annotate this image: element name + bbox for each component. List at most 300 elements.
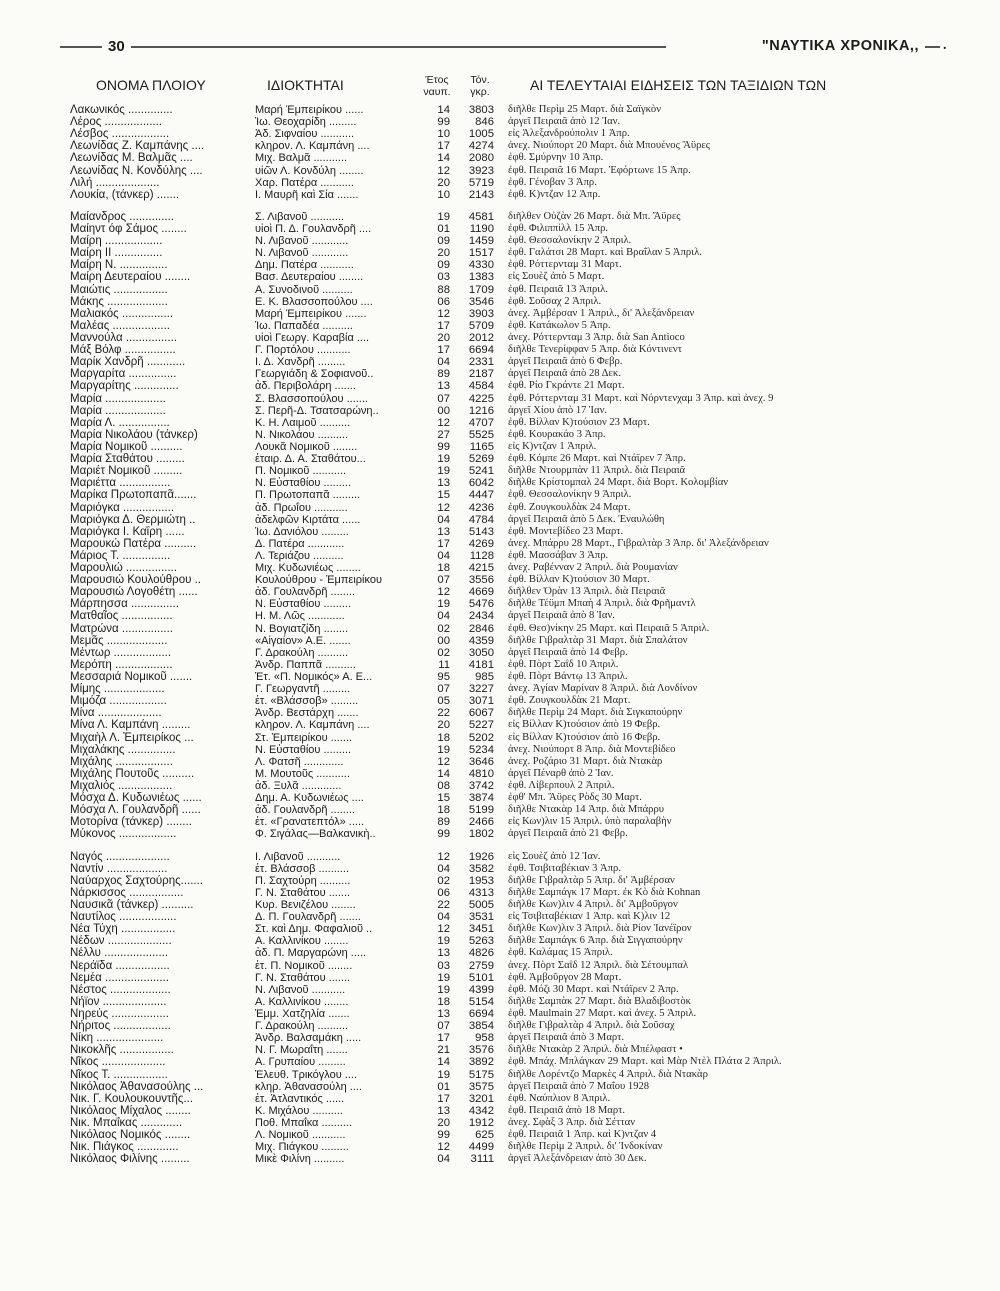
- ship-year-built: 04: [437, 549, 450, 562]
- ship-name: Ναυσικᾶ (τάνκερ) ..........: [70, 899, 194, 911]
- ship-gross-tons: 5269: [468, 453, 494, 466]
- journal-title: "ΝΑΥΤΙΚΑ ΧΡΟΝΙΚΑ,,: [756, 38, 925, 54]
- ship-latest-news: διῆλθε Περὶμ 2 Ἀπριλ. δι' Ἰνδοκίναν: [508, 1141, 663, 1153]
- ship-gross-tons: 2080: [468, 152, 494, 165]
- ship-latest-news: ἀνεχ. Νιούπορτ 8 Ἀπρ. διὰ Μοντεβίδεο: [508, 743, 676, 755]
- ship-latest-news: διῆλθε Ντακὰρ 14 Ἀπρ. διὰ Μπάρρυ: [508, 804, 664, 816]
- ship-owner: Ποθ. Μπαΐκα ..........: [255, 1116, 353, 1129]
- table-row: [0, 320, 1000, 332]
- ship-name: Μάριος Τ. ...............: [70, 549, 171, 562]
- ship-gross-tons: 3201: [468, 1092, 494, 1105]
- ship-owner: υἱοὶ Π. Δ. Γουλανδρῆ ....: [255, 222, 372, 235]
- ship-year-built: 19: [437, 210, 450, 223]
- ship-owner: Δημ. Πατέρα ...........: [255, 259, 354, 272]
- ship-year-built: 17: [437, 1032, 450, 1045]
- ship-owner: Σ. Βλασσοπούλου .......: [255, 392, 368, 405]
- ship-latest-news: ἀνεχ. Πὸρτ Σαῒδ 12 Ἀπριλ. διὰ Σέτουμπαλ: [508, 959, 689, 971]
- ship-owner: ἀδ. Περιβολάρη .......: [255, 380, 356, 393]
- ship-name: Νικόλαος Νομικός ........: [70, 1129, 191, 1142]
- ship-name: Ναύαρχος Σαχτούρης.......: [70, 874, 203, 887]
- table-row: [0, 1008, 1000, 1020]
- table-row: [0, 659, 1000, 671]
- ship-owner: κληρον. Λ. Καμπάνη ....: [255, 719, 370, 732]
- ship-name: Μαρία Νομικοῦ ..........: [70, 440, 183, 453]
- ship-year-built: 17: [437, 319, 450, 332]
- table-row: [0, 284, 1000, 296]
- ship-year-built: 02: [437, 622, 450, 635]
- ship-owner: ἐτ. Βλάσσοβ ..........: [255, 862, 350, 875]
- ship-name: Νικόλαος Ἀθανασούλης ...: [70, 1080, 204, 1093]
- ship-latest-news: ἐφθ. Ζουγκουλδὰκ 24 Μαρτ.: [508, 501, 631, 513]
- table-row: [0, 707, 1000, 719]
- ship-gross-tons: 3575: [468, 1080, 494, 1093]
- table-row: [0, 671, 1000, 683]
- ship-gross-tons: 3531: [468, 911, 494, 924]
- ship-year-built: 04: [437, 610, 450, 623]
- ship-name: Μαριόγκα ................: [70, 501, 175, 514]
- ship-year-built: 06: [437, 886, 450, 899]
- ship-name: Νῖκος Τ. .................: [70, 1068, 168, 1081]
- table-row: [0, 875, 1000, 887]
- ship-name: Νικ. Πιάγκος .............: [70, 1141, 179, 1154]
- ship-gross-tons: 4236: [468, 501, 494, 514]
- ship-owner: Χαρ. Πατέρα ...........: [255, 176, 354, 189]
- ship-latest-news: εἰς Ἀλεξανδρούπολιν 1 Ἀπρ.: [508, 128, 630, 140]
- table-row: [0, 972, 1000, 984]
- ship-year-built: 17: [437, 344, 450, 357]
- running-header: [60, 38, 945, 62]
- ship-latest-news: ἐφθ. Φιλιππὶλλ 15 Ἀπρ.: [508, 222, 609, 234]
- ship-gross-tons: 2434: [468, 610, 494, 623]
- ship-year-built: 14: [437, 767, 450, 780]
- ship-latest-news: διῆλθε Περὶμ 25 Μαρτ. διὰ Σαϊγκὸν: [508, 104, 662, 115]
- ship-owner: υἱοὶ Γεωργ. Καραβία ....: [255, 331, 370, 344]
- ship-owner: Δ. Π. Γουλανδρῆ .......: [255, 911, 361, 924]
- ship-owner: Στ. Ἐμπειρίκου .......: [255, 731, 353, 744]
- table-row: [0, 562, 1000, 574]
- ship-gross-tons: 1216: [468, 404, 494, 417]
- table-row: [0, 259, 1000, 271]
- ship-owner: Ν. Λιβανοῦ ............: [255, 235, 349, 248]
- ship-latest-news: ἀργεῖ Πειραιᾶ ἀπὸ 3 Μαρτ.: [508, 1032, 625, 1044]
- ship-name: Μαριέττα ................: [70, 477, 171, 490]
- ship-name: Νῖκος ....................: [70, 1056, 166, 1069]
- ship-gross-tons: 4274: [468, 140, 494, 153]
- table-row: [0, 550, 1000, 562]
- ship-name: Λεωνίδας Ν. Κονδύλης ....: [70, 164, 203, 177]
- ship-gross-tons: 6694: [468, 344, 494, 357]
- ship-owner: Δημ. Α. Κυδωνιέως ....: [255, 792, 364, 805]
- ship-gross-tons: 4810: [468, 767, 494, 780]
- ship-latest-news: ἀργεῖ Πειραιᾶ ἀπὸ 7 Μαΐου 1928: [508, 1080, 650, 1092]
- ship-year-built: 14: [437, 104, 450, 116]
- ship-name: Νέα Τύχη .................: [70, 923, 176, 936]
- ship-year-built: 17: [437, 1092, 450, 1105]
- ship-gross-tons: 1709: [468, 283, 494, 296]
- ship-group-2: [0, 211, 1000, 841]
- ship-name: Μαριόγκα Δ. Θερμιώτη ..: [70, 513, 196, 526]
- ship-gross-tons: 4399: [468, 983, 494, 996]
- ship-year-built: 11: [438, 658, 450, 671]
- ship-name: Ματθαῖος ................: [70, 610, 173, 623]
- ship-gross-tons: 3227: [468, 683, 494, 696]
- ship-latest-news: ἐφθ. Καλάμας 15 Ἀπριλ.: [508, 947, 613, 959]
- ship-gross-tons: 5202: [468, 731, 494, 744]
- table-row: [0, 768, 1000, 780]
- ship-gross-tons: 5143: [468, 525, 494, 538]
- table-row: [0, 344, 1000, 356]
- ship-year-built: 14: [437, 152, 450, 165]
- ship-owner: Γεωργιάδη & Σοφιανοῦ..: [255, 368, 374, 381]
- ship-owner: κληρον. Λ. Καμπάνη ....: [255, 140, 370, 153]
- ship-owner: Λ. Φατσῆ .............: [255, 755, 344, 768]
- ship-owner: ἑτ. «Βλάσσοβ» .........: [255, 695, 359, 708]
- ship-year-built: 01: [437, 1080, 450, 1093]
- ship-owner: ἀδ. Π. Μαργαρώνη .....: [255, 947, 367, 960]
- ship-owner: Ἰω. Παπαδέα ..........: [255, 319, 353, 332]
- ship-year-built: 02: [437, 874, 450, 887]
- ship-gross-tons: 6042: [468, 477, 494, 490]
- ship-gross-tons: 1190: [469, 222, 494, 235]
- table-row: [0, 828, 1000, 840]
- ship-latest-news: ἀργεῖ Πέναρθ ἀπὸ 2 Ἰαν.: [508, 767, 614, 779]
- ship-owner: κληρ. Ἀθανασούλη ....: [255, 1080, 362, 1093]
- ship-name: Μιχάλης ..................: [70, 755, 173, 768]
- ship-owner: ἐτ. Ἀτλαντικός ......: [255, 1092, 345, 1105]
- ship-year-built: 03: [437, 271, 450, 284]
- ship-gross-tons: 3556: [468, 574, 494, 587]
- ship-owner: ἀδ. Γουλανδρῆ ........: [255, 586, 355, 599]
- ship-latest-news: διῆλθε Τενερίφφαν 5 Ἀπρ. διὰ Κόντινεντ: [508, 344, 682, 356]
- ship-owner: Γ. Δρακούλη ..........: [255, 646, 349, 659]
- table-row: [0, 1153, 1000, 1165]
- ship-name: Μιχαὴλ Λ. Ἐμπειρίκος ...: [70, 731, 194, 744]
- ship-latest-news: διῆλθε Σαμπάγκ 17 Μαρτ. ἐκ Κὸ διὰ Kohnan: [508, 886, 701, 898]
- ship-group-3: [0, 851, 1000, 1166]
- ship-latest-news: ἐφθ. Μπάχ. Μπλάγκαν 29 Μαρτ. καὶ Μὰρ Ντὲλ Πλάτα 2 Ἀπριλ.: [508, 1056, 782, 1068]
- ship-owner: Ἀνδρ. Βαλσαμάκη .....: [255, 1032, 362, 1045]
- ship-name: Μερόπη ..................: [70, 658, 173, 671]
- ship-gross-tons: 1517: [468, 247, 494, 260]
- ship-gross-tons: 5241: [468, 465, 494, 478]
- table-row: [0, 683, 1000, 695]
- ship-gross-tons: 3546: [468, 295, 494, 308]
- ship-year-built: 15: [437, 792, 450, 805]
- table-row: [0, 1020, 1000, 1032]
- ship-name: Μαλιακός ................: [70, 307, 174, 320]
- ship-owner: Π. Πρωτοπαπᾶ .........: [255, 489, 361, 502]
- table-row: [0, 1105, 1000, 1117]
- ship-gross-tons: 2331: [468, 356, 494, 369]
- table-row: [0, 744, 1000, 756]
- ship-year-built: 18: [437, 804, 450, 817]
- ship-latest-news: ἐφθ. Ἀμβοῦργον 28 Μαρτ.: [508, 971, 622, 983]
- ship-name: Μαλέας ..................: [70, 319, 171, 332]
- ship-name: Μαρίκα Πρωτοπαπᾶ.......: [70, 489, 197, 502]
- table-row: [0, 695, 1000, 707]
- table-row: [0, 417, 1000, 429]
- ship-latest-news: ἀργεῖ Χίου ἀπὸ 17 Ἰαν.: [508, 404, 608, 416]
- ship-latest-news: ἐφθ. Πειραιᾶ 1 Ἀπρ. καὶ Κ)ντζαν 4: [508, 1129, 657, 1141]
- ship-year-built: 13: [437, 380, 450, 393]
- ship-year-built: 07: [437, 1020, 450, 1033]
- ship-latest-news: ἀργεῖ Πειραιᾶ ἀπὸ 12 Ἰαν.: [508, 116, 621, 128]
- ship-year-built: 19: [437, 935, 450, 948]
- ship-gross-tons: 1802: [468, 828, 494, 841]
- ship-latest-news: ἐφθ' Μπ. Ἄϋρες Ρὸδς 30 Μαρτ.: [508, 792, 642, 804]
- ship-latest-news: διῆλθεν Οὐζὰν 26 Μαρτ. διὰ Μπ. Ἄϋρες: [508, 210, 681, 222]
- ship-owner: ἑτ. «Γρανατεπτόλ» .....: [255, 816, 365, 829]
- ship-gross-tons: 1005: [468, 128, 494, 141]
- ship-year-built: 12: [437, 164, 450, 177]
- table-row: [0, 623, 1000, 635]
- ship-gross-tons: 1926: [468, 850, 494, 863]
- table-row: [0, 863, 1000, 875]
- table-row: [0, 177, 1000, 189]
- ship-owner: Γ. Δρακούλη ..........: [255, 1020, 349, 1033]
- ship-owner: ἀδ. Γουλανδρῆ ........: [255, 804, 355, 817]
- table-row: [0, 296, 1000, 308]
- ship-name: Μιχαλάκης ...............: [70, 743, 176, 756]
- table-row: [0, 393, 1000, 405]
- ship-owner: Ι. Δ. Χανδρῆ .........: [255, 356, 346, 369]
- ship-gross-tons: 4784: [468, 513, 494, 526]
- ship-year-built: 07: [437, 683, 450, 696]
- ship-name: Μαρουλιώ ................: [70, 562, 178, 575]
- ship-year-built: 06: [437, 295, 450, 308]
- ship-gross-tons: 5199: [468, 804, 494, 817]
- ship-registry-table: [0, 104, 1000, 1175]
- table-row: [0, 247, 1000, 259]
- ship-owner: Ε. Κ. Βλασσοπούλου ....: [255, 295, 373, 308]
- ship-name: Μοτορίνα (τάνκερ) ........: [70, 816, 192, 829]
- ship-name: Μαίηντ όφ Σάμος ........: [70, 222, 187, 235]
- ship-name: Μέντωρ ..................: [70, 646, 172, 659]
- ship-year-built: 89: [437, 816, 450, 829]
- ship-gross-tons: 2012: [468, 331, 494, 344]
- ship-gross-tons: 5154: [468, 995, 494, 1008]
- ship-gross-tons: 1953: [468, 874, 494, 887]
- ship-latest-news: διῆλθεν Ὀρὰν 13 Ἀπριλ. διὰ Πειραιᾶ: [508, 586, 666, 598]
- ship-owner: Ν. Γ. Μωραΐτη .......: [255, 1044, 348, 1057]
- ship-name: Νικόλαος Μίχαλος ........: [70, 1104, 191, 1117]
- ship-owner: Μιχ. Βαλμᾶ ...........: [255, 152, 348, 165]
- ship-year-built: 17: [437, 140, 450, 153]
- header-ship-name: ΟΝΟΜΑ ΠΛΟΙΟΥ: [96, 77, 206, 93]
- ship-latest-news: ἐφθ. Πὸρτ Σαῒδ 10 Ἀπριλ.: [508, 658, 619, 670]
- ship-name: Μίμης ...................: [70, 683, 165, 696]
- ship-latest-news: ἐφθ. Πειραιᾶ 13 Ἀπριλ.: [508, 283, 608, 295]
- table-row: [0, 756, 1000, 768]
- ship-owner: Ν. Βογιατζίδη ........: [255, 622, 349, 635]
- table-row: [0, 429, 1000, 441]
- ship-latest-news: διῆλθε Γιβραλτὰρ 31 Μαρτ. διὰ Σπαλάτον: [508, 634, 688, 646]
- ship-name: Νάρκισσος .................: [70, 886, 184, 899]
- ship-gross-tons: 4826: [468, 947, 494, 960]
- ship-name: Μίνα ....................: [70, 707, 162, 720]
- table-row: [0, 960, 1000, 972]
- ship-latest-news: ἀνεχ. Ροζάριο 31 Μαρτ. διὰ Ντακὰρ: [508, 755, 663, 767]
- ship-name: Νικ. Γ. Κουλουκουντῆς...: [70, 1092, 194, 1105]
- ship-owner: Ἐμμ. Χατζηλία .......: [255, 1007, 350, 1020]
- table-row: [0, 899, 1000, 911]
- ship-year-built: 95: [437, 671, 450, 684]
- ship-year-built: 00: [437, 634, 450, 647]
- ship-latest-news: ἀνεχ. Ἁγίαν Μαρίναν 8 Ἀπριλ. διὰ Λονδίνον: [508, 683, 698, 695]
- ship-name: Νέλλυ ....................: [70, 947, 169, 960]
- ship-owner: Ν. Λιβανοῦ ............: [255, 247, 349, 260]
- table-row: [0, 235, 1000, 247]
- ship-gross-tons: 4581: [468, 210, 494, 223]
- ship-gross-tons: 5476: [468, 598, 494, 611]
- ship-year-built: 09: [437, 259, 450, 272]
- ship-owner: ἐτ. Π. Νομικοῦ ........: [255, 959, 353, 972]
- ship-year-built: 22: [437, 899, 450, 911]
- ship-latest-news: ἐφθ. Πειραιᾶ 16 Μαρτ. Ἐφόρτωνε 15 Ἀπρ.: [508, 164, 691, 176]
- ship-name: Νήϊον ....................: [70, 995, 167, 1008]
- ship-latest-news: διῆλθε Κων)λιν 3 Ἀπριλ. διὰ Ρίον Ἰανέϊρον: [508, 923, 692, 935]
- ship-gross-tons: 2187: [468, 368, 494, 381]
- table-row: [0, 780, 1000, 792]
- ship-latest-news: ἐφθ. Ναύπλιον 8 Ἀπριλ.: [508, 1092, 611, 1104]
- column-headers: [0, 74, 1000, 102]
- ship-year-built: 20: [437, 1116, 450, 1129]
- ship-latest-news: ἀργεῖ Πειραιᾶ ἀπὸ 28 Δεκ.: [508, 368, 621, 380]
- ship-latest-news: ἐφθ. Maulmain 27 Μαρτ. καὶ ἀνεχ. 5 Ἀπριλ.: [508, 1007, 697, 1019]
- ship-year-built: 05: [437, 695, 450, 708]
- header-year-built: Έτος ναυπ.: [423, 74, 451, 98]
- ship-name: Νηρεύς ..................: [70, 1007, 169, 1020]
- ship-owner: Βασ. Δευτεραίου ........: [255, 271, 364, 284]
- ship-latest-news: ἀνεχ. Σφὰξ 3 Ἀπρ. διὰ Σέτταν: [508, 1116, 636, 1128]
- ship-name: Μαριόγκα Ι. Καΐρη ......: [70, 525, 185, 538]
- table-row: [0, 271, 1000, 283]
- ship-latest-news: ἀνεχ. Μπάρρυ 28 Μαρτ., Γιβραλτὰρ 3 Ἀπρ. δι' Ἀλεξάνδρειαν: [508, 537, 769, 549]
- ship-gross-tons: 4499: [468, 1141, 494, 1154]
- ship-year-built: 19: [437, 1068, 450, 1081]
- ship-owner: Ἐλευθ. Τρικόγλου ....: [255, 1068, 358, 1081]
- table-row: [0, 1032, 1000, 1044]
- ship-owner: Ἰω. Δανιόλου .........: [255, 525, 349, 538]
- ship-latest-news: ἀργεῖ Πειραιᾶ ἀπὸ 5 Δεκ. Ἐναυλώθη: [508, 513, 665, 525]
- ship-owner: Κουλούθρου - Ἐμπειρίκου: [255, 574, 382, 587]
- ship-owner: Α. Γρυπαίου .........: [255, 1056, 346, 1069]
- ship-latest-news: ἐφθ. Κατάκωλον 5 Ἀπρ.: [508, 319, 611, 331]
- ship-year-built: 00: [437, 404, 450, 417]
- ship-year-built: 19: [437, 453, 450, 466]
- ship-year-built: 03: [437, 959, 450, 972]
- ship-year-built: 12: [437, 307, 450, 320]
- table-row: [0, 610, 1000, 622]
- table-row: [0, 1044, 1000, 1056]
- ship-latest-news: ἐφθ. Γένοβαν 3 Ἀπρ.: [508, 176, 597, 188]
- ship-latest-news: ἐφθ. Θεσσαλονίκην 2 Ἀπριλ.: [508, 235, 632, 247]
- table-row: [0, 152, 1000, 164]
- ship-name: Νεράϊδα .................: [70, 959, 170, 972]
- ship-owner: Η. Μ. Λῶς ............: [255, 610, 345, 623]
- ship-name: Μίνα Λ. Καμπάνη .........: [70, 719, 191, 732]
- table-row: [0, 1129, 1000, 1141]
- ship-latest-news: ἐφθ. Μοντεβίδεο 23 Μαρτ.: [508, 525, 624, 537]
- ship-year-built: 89: [437, 368, 450, 381]
- table-row: [0, 332, 1000, 344]
- ship-year-built: 12: [437, 1141, 450, 1154]
- ship-latest-news: εἰς Βίλλαν Κ)τούσιον ἀπὸ 19 Φεβρ.: [508, 719, 661, 731]
- ship-owner: Α. Καλλινίκου ........: [255, 995, 349, 1008]
- ship-name: Ναγός ....................: [70, 850, 170, 863]
- ship-gross-tons: 4313: [468, 886, 494, 899]
- ship-gross-tons: 2759: [468, 959, 494, 972]
- ship-owner: ἀδ. Πρωΐου ...........: [255, 501, 348, 514]
- ship-latest-news: εἰς Βίλλαν Κ)τούσιον ἀπὸ 16 Φεβρ.: [508, 731, 661, 743]
- ship-name: Μαρία Λ. ................: [70, 416, 170, 429]
- ship-owner: Ν. Εὐσταθίου .........: [255, 477, 352, 490]
- ship-latest-news: ἐφθ. Θεσσαλονίκην 9 Ἀπριλ.: [508, 489, 632, 501]
- ship-year-built: 99: [437, 440, 450, 453]
- ship-latest-news: εἰς Σουὲζ ἀπὸ 5 Μαρτ.: [508, 271, 605, 283]
- ship-latest-news: διῆλθε Κρίστομπαλ 24 Μαρτ. διὰ Βορτ. Κολομβίαν: [508, 477, 729, 489]
- ship-name: Μαιώτις .................: [70, 283, 168, 296]
- table-row: [0, 816, 1000, 828]
- ship-name: Μάρπησσα ...............: [70, 598, 179, 611]
- ship-gross-tons: 5709: [468, 319, 494, 332]
- ship-latest-news: διῆλθε Ντουρμπὰν 11 Ἀπριλ. διὰ Πειραιᾶ: [508, 465, 686, 477]
- table-row: [0, 1081, 1000, 1093]
- ship-name: Λέσβος ..................: [70, 128, 170, 141]
- ship-owner: ἀδελφῶν Κιρτάτα ......: [255, 513, 361, 526]
- ship-year-built: 12: [437, 501, 450, 514]
- table-row: [0, 223, 1000, 235]
- ship-name: Λέρος ..................: [70, 116, 162, 129]
- ship-year-built: 17: [437, 537, 450, 550]
- ship-gross-tons: 4584: [468, 380, 494, 393]
- ship-year-built: 13: [437, 947, 450, 960]
- table-row: [0, 574, 1000, 586]
- table-row: [0, 1093, 1000, 1105]
- ship-gross-tons: 4707: [468, 416, 494, 429]
- ship-year-built: 19: [437, 971, 450, 984]
- ship-owner: Σ. Περῆ-Δ. Τσατσαρώνη..: [255, 404, 379, 417]
- ship-owner: Ν. Νικολάου ..........: [255, 428, 349, 441]
- ship-latest-news: ἐφθ. Κ)ντζαν 12 Ἀπρ.: [508, 188, 601, 200]
- ship-year-built: 12: [437, 923, 450, 936]
- ship-latest-news: ἐφθ. Βίλλαν Κ)τούσιον 23 Μαρτ.: [508, 416, 650, 428]
- ship-latest-news: ἐφθ. Μόζι 30 Μαρτ. καὶ Ντάϊρεν 2 Ἀπρ.: [508, 983, 679, 995]
- table-row: [0, 586, 1000, 598]
- ship-year-built: 13: [437, 1007, 450, 1020]
- ship-gross-tons: 4215: [468, 562, 494, 575]
- table-row: [0, 792, 1000, 804]
- ship-gross-tons: 5101: [468, 971, 494, 984]
- ship-latest-news: ἐφθ. Λίβερπουλ 2 Ἀπριλ.: [508, 780, 615, 792]
- ship-gross-tons: 4447: [468, 489, 494, 502]
- ship-owner: Ι. Μαυρῆ καὶ Σία .......: [255, 188, 359, 201]
- ship-owner: Ν. Εὐσταθίου .........: [255, 598, 352, 611]
- ship-gross-tons: 3892: [468, 1056, 494, 1069]
- table-row: [0, 441, 1000, 453]
- ship-year-built: 19: [437, 743, 450, 756]
- table-row: [0, 356, 1000, 368]
- ship-year-built: 18: [437, 731, 450, 744]
- ship-latest-news: ἐφθ. Ζουγκουλδὰκ 21 Μαρτ.: [508, 695, 631, 707]
- ship-name: Νέστος ...................: [70, 983, 171, 996]
- ship-name: Μαρουσιώ Λογοθέτη ......: [70, 586, 198, 599]
- ship-owner: Α. Καλλινίκου ........: [255, 935, 349, 948]
- ship-owner: Μαρή Έμπειρίκου .......: [255, 307, 367, 320]
- ship-name: Λιλή ....................: [70, 176, 160, 189]
- ship-latest-news: ἀργεῖ Ἀλεξάνδρειαν ἀπὸ 30 Δεκ.: [508, 1153, 647, 1165]
- table-row: [0, 598, 1000, 610]
